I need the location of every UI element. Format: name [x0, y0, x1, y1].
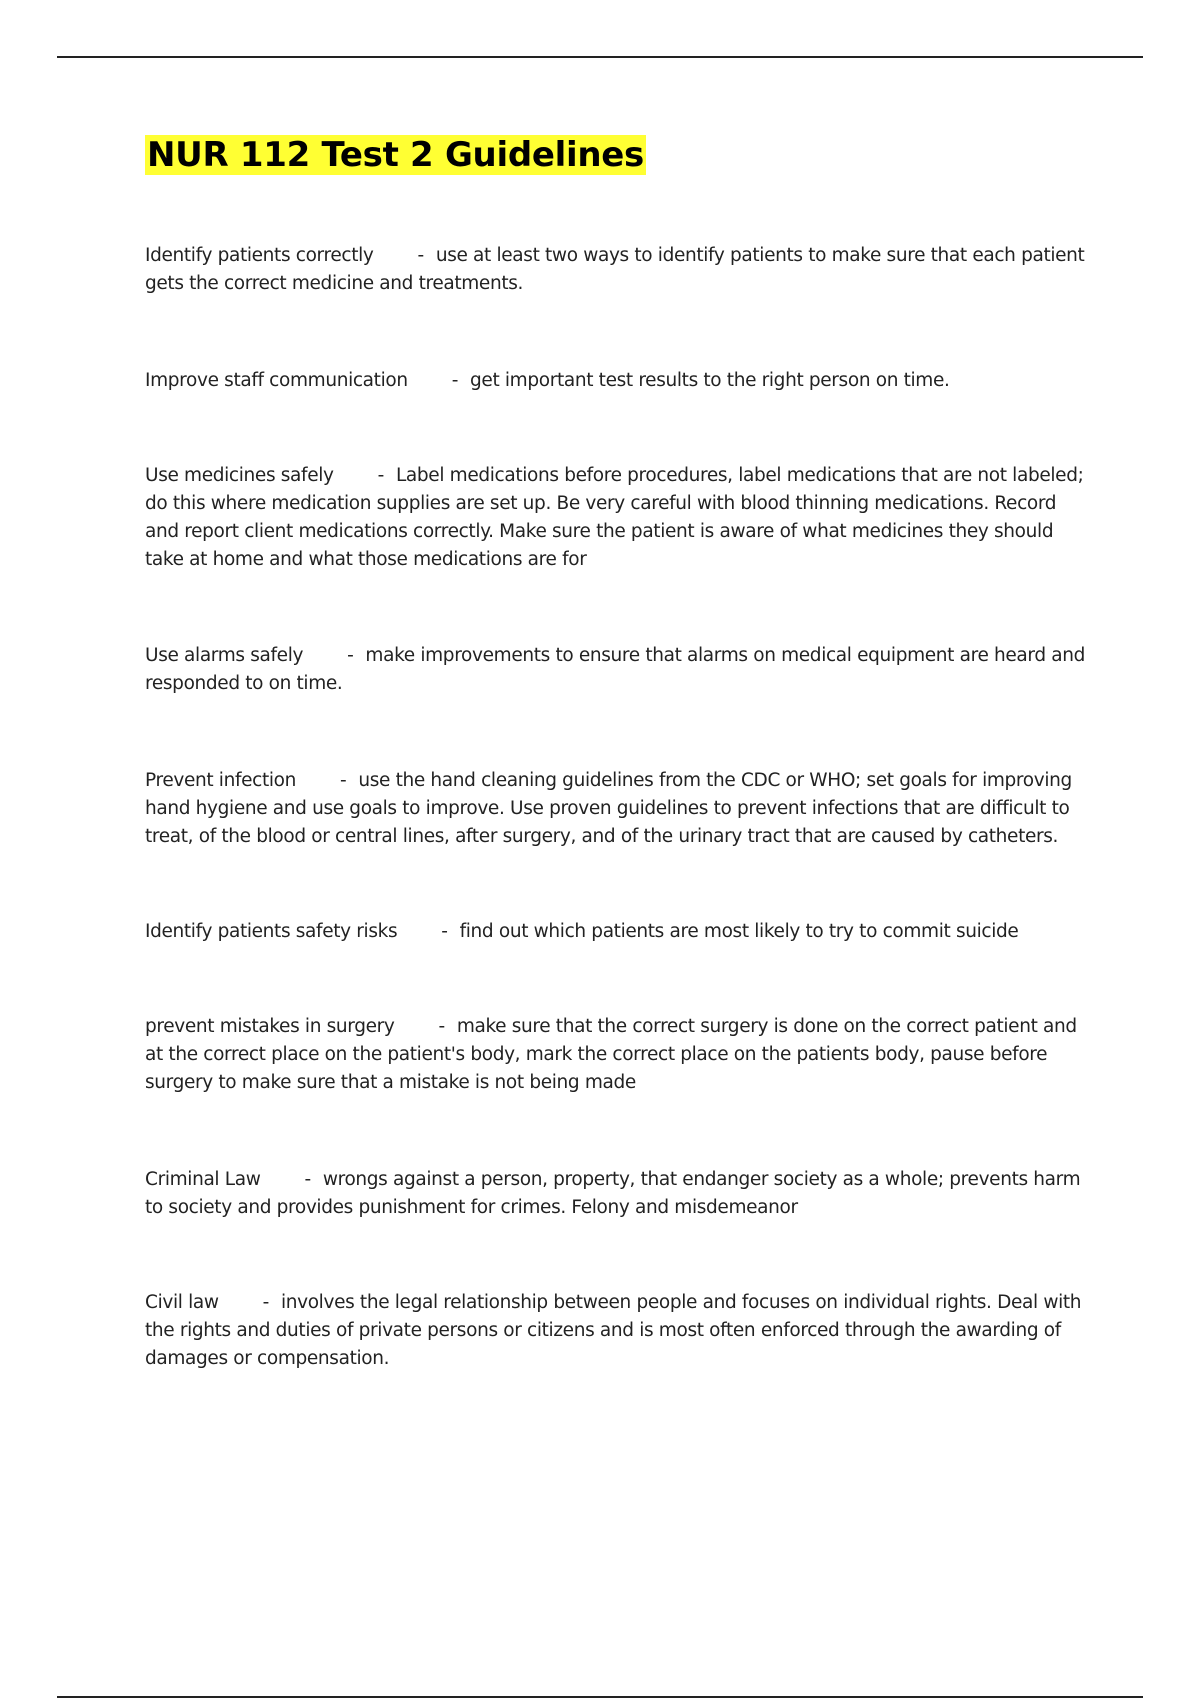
- entry-definition: Label medications before procedures, label medications that are not labeled; do this where medication supplies are set up. Be very careful with blood thinning medications. Record and report client medications correctly. Make sure the patient is aware of what medicines they should take at home and what those medications are for: [145, 465, 1084, 570]
- entry-definition: wrongs against a person, property, that endanger society as a whole; prevents harm to society and provides punishment for crimes. Felony and misdemeanor: [145, 1169, 1081, 1218]
- entry-term: Use medicines safely: [145, 465, 334, 486]
- top-divider: [57, 56, 1143, 58]
- entry: [145, 1289, 1095, 1373]
- entry-term: Civil law: [145, 1292, 219, 1313]
- entry: [145, 642, 1095, 698]
- entry-definition: make sure that the correct surgery is done on the correct patient and at the correct place on the patient's body, mark the correct place on the patients body, pause before surgery to make sure that a mistake is not being made: [145, 1016, 1077, 1093]
- title-highlight: NUR 112 Test 2 Guidelines: [147, 135, 644, 175]
- bottom-divider: [57, 1696, 1143, 1698]
- entry-definition: use at least two ways to identify patients to make sure that each patient gets the correct medicine and treatments.: [145, 245, 1085, 294]
- entry: [145, 1166, 1095, 1222]
- entry-separator: -: [304, 1169, 311, 1190]
- entry-definition: involves the legal relationship between people and focuses on individual rights. Deal with the rights and duties of private persons or citizens and is most often enforced through the awarding of damages or compensation.: [145, 1292, 1082, 1369]
- entry: [145, 767, 1095, 851]
- entry-separator: -: [441, 921, 448, 942]
- entry: [145, 462, 1095, 574]
- entry-separator: -: [347, 645, 354, 666]
- page-title: [145, 134, 646, 176]
- entry-separator: -: [417, 245, 424, 266]
- entry-term: Prevent infection: [145, 770, 297, 791]
- entry-term: Identify patients correctly: [145, 245, 374, 266]
- entry-term: Improve staff communication: [145, 370, 408, 391]
- entry-separator: -: [451, 370, 459, 391]
- entry-separator: -: [438, 1016, 445, 1037]
- entry-definition: make improvements to ensure that alarms on medical equipment are heard and responded to on time.: [145, 645, 1086, 694]
- entry-term: Use alarms safely: [145, 645, 304, 666]
- entry: [145, 1013, 1095, 1097]
- entry-separator: -: [340, 770, 347, 791]
- entry-term: Identify patients safety risks: [145, 921, 398, 942]
- entry-definition: use the hand cleaning guidelines from the CDC or WHO; set goals for improving hand hygiene and use goals to improve. Use proven guidelines to prevent infections that are difficult to treat, of the blood or central lines, after surgery, and of the urinary tract that are caused by catheters.: [145, 770, 1072, 847]
- entry-separator: -: [377, 465, 384, 486]
- entry-separator: -: [262, 1292, 269, 1313]
- entry: [145, 242, 1095, 298]
- entry: [145, 918, 1095, 946]
- entry-term: Criminal Law: [145, 1169, 261, 1190]
- entry-definition: get important test results to the right person on time.: [470, 370, 950, 391]
- entry: [145, 367, 1095, 395]
- entry-term: prevent mistakes in surgery: [145, 1016, 395, 1037]
- entry-definition: find out which patients are most likely to try to commit suicide: [459, 921, 1019, 942]
